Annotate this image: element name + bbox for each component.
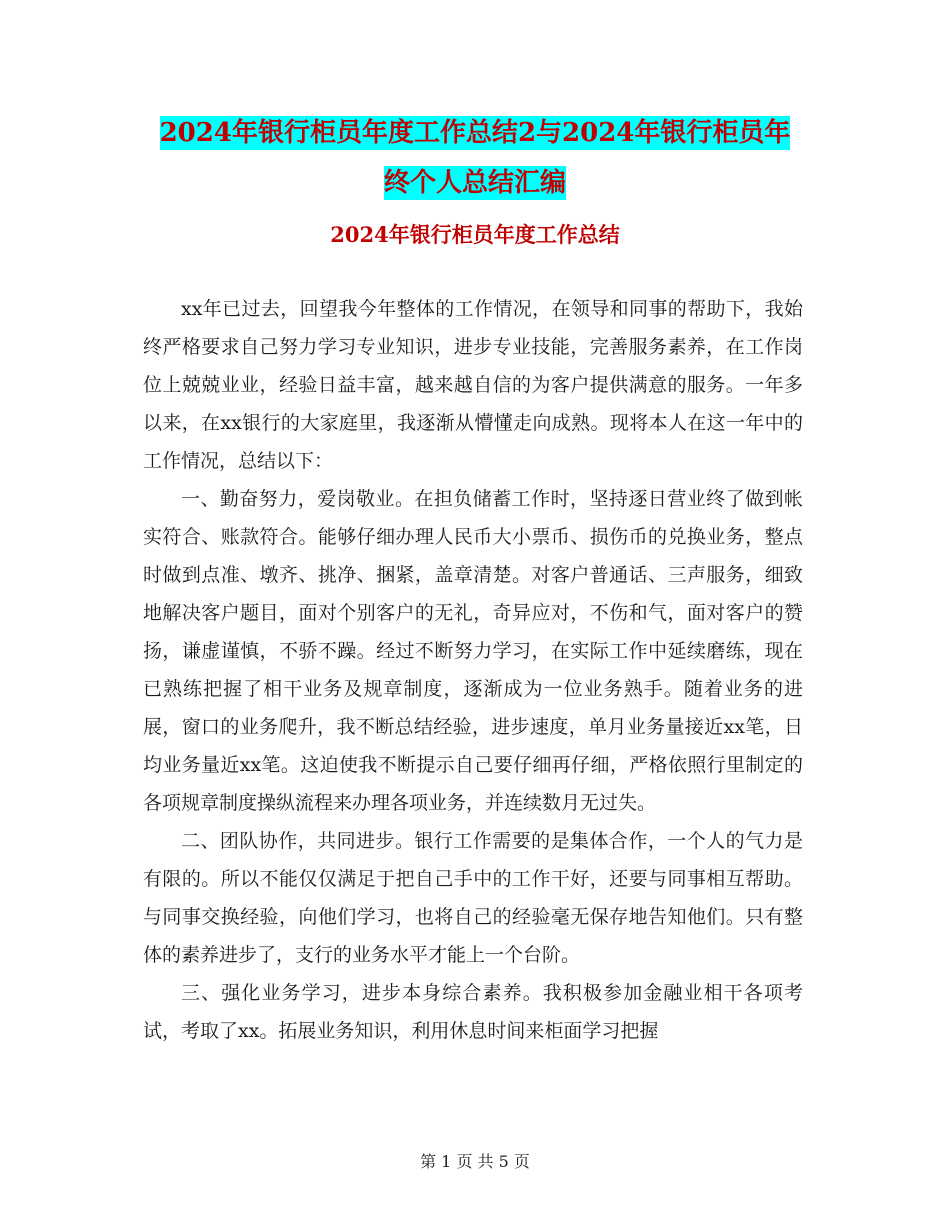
paragraph-section-3: 三、强化业务学习，进步本身综合素养。我积极参加金融业相干各项考试，考取了xx。拓展业务知识，利用休息时间来柜面学习把握	[143, 982, 803, 1042]
paragraph-section-2: 二、团队协作，共同进步。银行工作需要的是集体合作，一个人的气力是有限的。所以不能仅仅满足于把自己手中的工作干好，还要与同事相互帮助。与同事交换经验，向他们学习，也将自己的经验毫无保存地告知他们。只有整体的素养进步了，支行的业务水平才能上一个台阶。	[143, 830, 803, 966]
document-title-line-2: 终个人总结汇编	[383, 168, 566, 198]
section-title: 2024年银行柜员年度工作总结	[330, 222, 620, 247]
paragraph-section-1: 一、勤奋努力，爱岗敬业。在担负储蓄工作时，坚持逐日营业终了做到帐实符合、账款符合。能够仔细办理人民币大小票币、损伤币的兑换业务，整点时做到点准、墩齐、挑净、捆紧，盖章清楚。对客户普通话、三声服务，细致地解决客户题目，面对个别客户的无礼，奇异应对，不伤和气，面对客户的赞扬，谦虚谨慎，不骄不躁。经过不断努力学习，在实际工作中延续磨练，现在已熟练把握了相干业务及规章制度，逐渐成为一位业务熟手。随着业务的进展，窗口的业务爬升，我不断总结经验，进步速度，单月业务量接近xx笔，日均业务量近xx笔。这迫使我不断提示自己要仔细再仔细，严格依照行里制定的各项规章制度操纵流程来办理各项业务，并连续数月无过失。	[143, 488, 803, 814]
document-body	[143, 290, 803, 1050]
document-title	[0, 108, 950, 208]
page-number: 第 1 页 共 5 页	[420, 1152, 530, 1171]
document-title-line-1: 2024年银行柜员年度工作总结2与2024年银行柜员年	[159, 118, 791, 148]
paragraph-intro: xx年已过去，回望我今年整体的工作情况，在领导和同事的帮助下，我始终严格要求自己努力学习专业知识，进步专业技能，完善服务素养，在工作岗位上兢兢业业，经验日益丰富，越来越自信的为客户提供满意的服务。一年多以来，在xx银行的大家庭里，我逐渐从懵懂走向成熟。现将本人在这一年中的工作情况，总结以下：	[143, 298, 803, 472]
